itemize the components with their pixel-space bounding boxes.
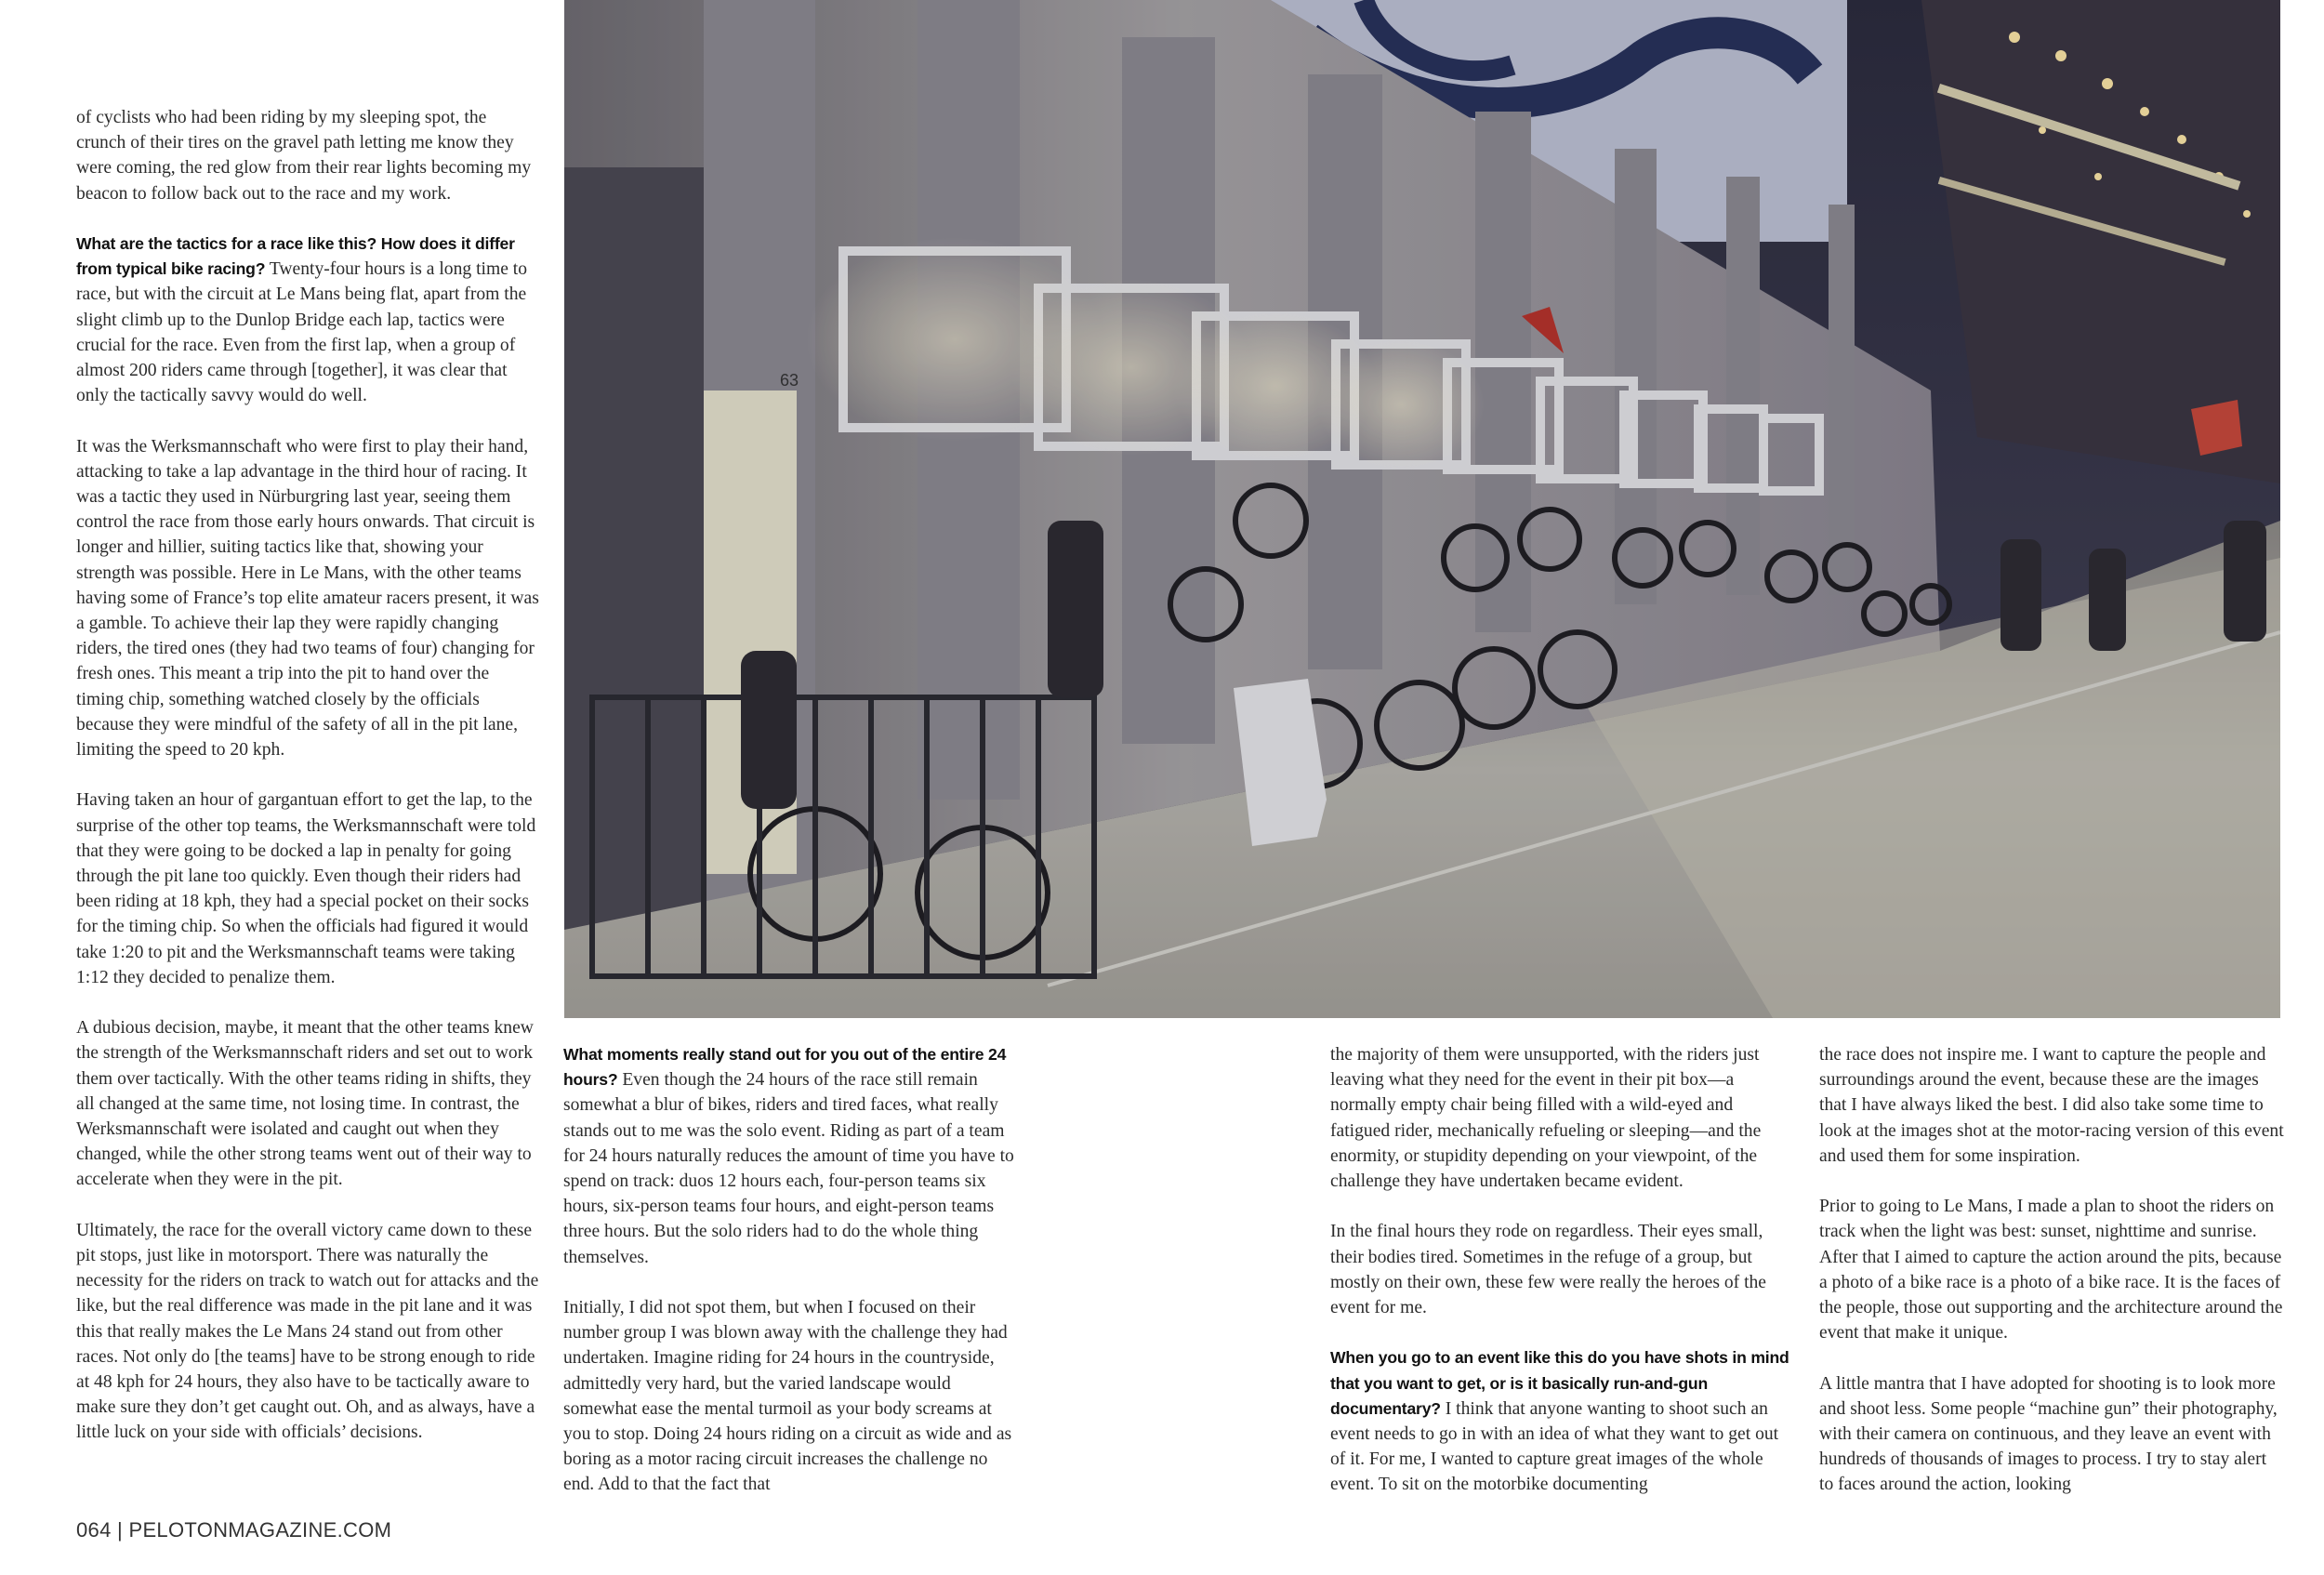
article-column-left (76, 105, 539, 1446)
folio-separator: | (117, 1518, 124, 1542)
article-paragraph (1819, 1194, 2284, 1345)
paragraph-text: Even though the 24 hours of the race still remain somewhat a blur of bikes, riders and tired faces, what really stands out to me was the solo event. Riding as part of a team for 24 hours naturally reduces the amount of time you have to spend on track: duos 12 hours each, four-person teams six hours, six-person teams four hours, and eight-person teams three hours. But the solo riders had to do the whole thing themselves. (563, 1070, 1014, 1267)
article-column-3 (1330, 1042, 1793, 1498)
article-paragraph (76, 1015, 539, 1192)
page-folio (76, 1518, 391, 1542)
paragraph-text: In the final hours they rode on regardless. Their eyes small, their bodies tired. Sometimes in the refuge of a group, but mostly on their own, these few were really the heroes of the event for me. (1330, 1222, 1767, 1318)
article-paragraph (1819, 1042, 2284, 1169)
paragraph-text: A little mantra that I have adopted for shooting is to look more and shoot less. Some people “machine gun” their photography, with their camera on continuous, and they leave an event with hundreds of thousands of images to process. I try to stay alert to faces around the action, looking (1819, 1373, 2278, 1495)
article-paragraph (1330, 1042, 1793, 1194)
paragraph-text: Prior to going to Le Mans, I made a plan to shoot the riders on track when the light was best: sunset, nighttime and sunrise. After that I aimed to capture the action around the pits, because a photo of a bike race is a photo of a bike race. It is the faces of the people, those out supporting and the architecture around the event that make it unique. (1819, 1197, 2283, 1343)
interview-question: What are the tactics for a race like this? How does it differ from typical bike racing? (76, 234, 515, 279)
pit-lane-bikes-photo (564, 0, 2280, 1018)
article-paragraph (1330, 1345, 1793, 1497)
paragraph-text: A dubious decision, maybe, it meant that the other teams knew the strength of the Werksmannschaft riders and set out to work them over tactically. With the other teams riding in shifts, they all changed at the same time, not losing time. In contrast, the Werksmannschaft were isolated and caught out when they changed, while the other strong teams went out of their way to accelerate when they were in the pit. (76, 1018, 534, 1190)
photo-illustration (564, 0, 2280, 1018)
article-paragraph (563, 1295, 1023, 1498)
interview-question: When you go to an event like this do you have shots in mind that you want to get, or is it basically run-and-gun documentary? (1330, 1348, 1789, 1418)
article-paragraph (563, 1042, 1023, 1270)
article-column-2 (563, 1042, 1023, 1498)
article-paragraph (76, 105, 539, 206)
article-paragraph (1819, 1371, 2284, 1498)
article-paragraph (76, 788, 539, 990)
paragraph-text: the majority of them were unsupported, with the riders just leaving what they need for the event in their pit box—a normally empty chair being filled with a wild-eyed and fatigued rider, mechanically refueling or sleeping—and the enormity, or stupidity depending on your viewpoint, of the challenge they have undertaken became evident. (1330, 1045, 1762, 1192)
paragraph-text: of cyclists who had been riding by my sleeping spot, the crunch of their tires on the gravel path letting me know they were coming, the red glow from their rear lights becoming my beacon to follow back out to the race and my work. (76, 108, 532, 204)
pit-number-sign: 63 (780, 371, 799, 390)
paragraph-text: Initially, I did not spot them, but when I focused on their number group I was blown away with the challenge they had undertaken. Imagine riding for 24 hours in the countryside, admittedly very hard, but the varied landscape would somewhat ease the mental turmoil as your body screams at you to stop. Doing 24 hours riding on a circuit as wide and as boring as a motor racing circuit increases the challenge no end. Add to that the fact that (563, 1298, 1012, 1495)
article-column-4 (1819, 1042, 2284, 1498)
paragraph-text: I think that anyone wanting to shoot such an event needs to go in with an idea of what they want to get out of it. For me, I wanted to capture great images of the whole event. To sit on the motorbike documenting (1330, 1398, 1779, 1495)
interview-question: What moments really stand out for you out of the entire 24 hours? (563, 1045, 1007, 1090)
article-paragraph (76, 1218, 539, 1446)
article-paragraph (1330, 1219, 1793, 1320)
article-paragraph (76, 232, 539, 408)
paragraph-text: Having taken an hour of gargantuan effort to get the lap, to the surprise of the other top teams, the Werksmannschaft were told that they were going to be docked a lap in penalty for going through the pit lane too quickly. Even though their riders had been riding at 18 kph, they had a special pocket on their socks for the timing chip. So when the officials had figured it would take 1:20 to pit and the Werksmannschaft teams were taking 1:12 they decided to penalize them. (76, 790, 536, 987)
paragraph-text: Twenty-four hours is a long time to race, but with the circuit at Le Mans being flat, apart from the slight climb up to the Dunlop Bridge each lap, tactics were crucial for the race. Even from the first lap, when a group of almost 200 riders came through [together], it was clear that only the tactically savvy would do well. (76, 259, 528, 406)
paragraph-text: Ultimately, the race for the overall victory came down to these pit stops, just like in motorsport. There was naturally the necessity for the riders on track to watch out for attacks and the like, but the real difference was made in the pit lane and it was this that really makes the Le Mans 24 stand out from other races. Not only do [the teams] have to be strong enough to ride at 48 kph for 24 hours, they also have to be tactically aware to make sure they don’t get caught out. Oh, and as always, have a little luck on your side with officials’ decisions. (76, 1220, 539, 1443)
page-number: 064 (76, 1518, 112, 1542)
article-paragraph (76, 434, 539, 763)
magazine-site: PELOTONMAGAZINE.COM (128, 1518, 392, 1542)
paragraph-text: the race does not inspire me. I want to capture the people and surroundings around the event, because these are the images that I have always liked the best. I did also take some time to look at the images shot at the motor-racing version of this event and used them for some inspiration. (1819, 1045, 2284, 1166)
paragraph-text: It was the Werksmannschaft who were first to play their hand, attacking to take a lap advantage in the third hour of racing. It was a tactic they used in Nürburgring last year, seeing them control the race from those early hours onwards. That circuit is longer and hillier, suiting tactics like that, showing your strength was possible. Here in Le Mans, with the other teams having some of France’s top elite amateur racers present, it was a gamble. To achieve their lap they were rapidly changing riders, the tired ones (they had two teams of four) changing for fresh ones. This meant a trip into the pit to hand over the timing chip, something watched closely by the officials because they were mindful of the safety of all in the pit lane, limiting the speed to 20 kph. (76, 436, 539, 761)
